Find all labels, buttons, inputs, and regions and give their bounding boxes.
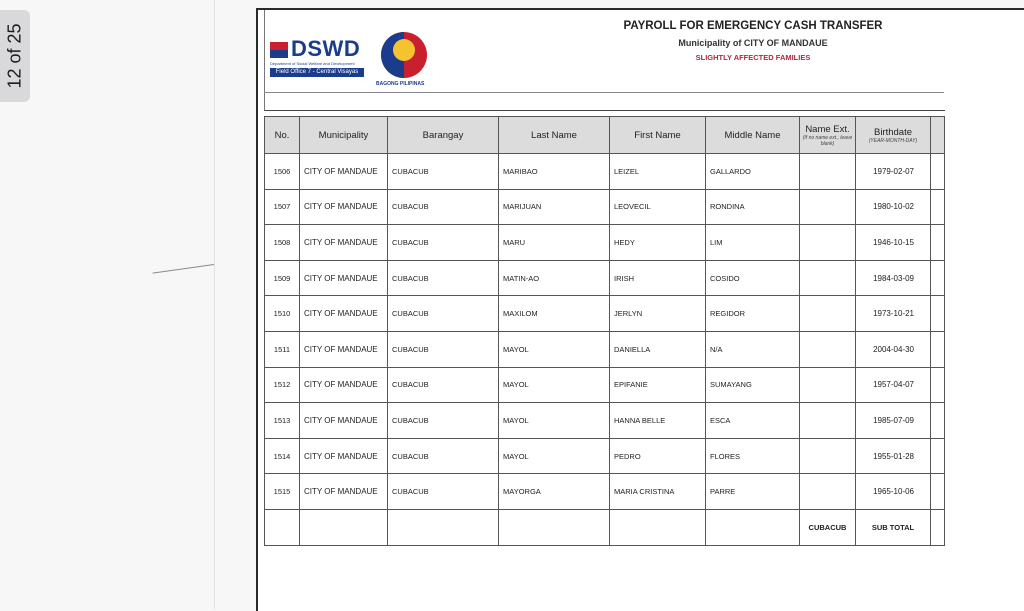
cell-no: 1509 — [265, 260, 300, 296]
cell-municipality: CITY OF MANDAUE — [300, 403, 388, 439]
cell-first-name: PEDRO — [610, 438, 706, 474]
subtotal-barangay: CUBACUB — [800, 509, 856, 545]
cell-truncated — [931, 438, 945, 474]
table-row — [265, 189, 945, 225]
cell-barangay: CUBACUB — [388, 296, 499, 332]
cell-last-name: MARU — [499, 225, 610, 261]
subtotal-row — [265, 509, 945, 545]
cell-barangay: CUBACUB — [388, 154, 499, 190]
cell-last-name: MAYORGA — [499, 474, 610, 510]
header-birthdate-note: (YEAR-MONTH-DAY) — [868, 137, 918, 144]
cell-truncated — [931, 260, 945, 296]
cell-no: 1511 — [265, 331, 300, 367]
header-middle-name: Middle Name — [706, 117, 800, 154]
cell-middle-name: REGIDOR — [706, 296, 800, 332]
cell-no: 1515 — [265, 474, 300, 510]
subtotal-empty-cell — [706, 509, 800, 545]
cell-birthdate: 1973-10-21 — [856, 296, 931, 332]
cell-first-name: LEIZEL — [610, 154, 706, 190]
cell-birthdate: 1957-04-07 — [856, 367, 931, 403]
cell-middle-name: FLORES — [706, 438, 800, 474]
cell-truncated — [931, 225, 945, 261]
header-barangay: Barangay — [388, 117, 499, 154]
cell-municipality: CITY OF MANDAUE — [300, 189, 388, 225]
cell-middle-name: N/A — [706, 331, 800, 367]
cell-municipality: CITY OF MANDAUE — [300, 296, 388, 332]
page-indicator-text: 12 of 25 — [4, 23, 25, 89]
cell-no: 1513 — [265, 403, 300, 439]
cell-last-name: MARIJUAN — [499, 189, 610, 225]
category-label: SLIGHTLY AFFECTED FAMILIES — [695, 53, 811, 62]
table-row — [265, 474, 945, 510]
subtotal-empty-cell — [499, 509, 610, 545]
cell-birthdate: 1984-03-09 — [856, 260, 931, 296]
cell-no: 1508 — [265, 225, 300, 261]
header-birthdate-label: Birthdate — [873, 126, 913, 138]
cell-name-ext — [800, 225, 856, 261]
cell-truncated — [931, 367, 945, 403]
cell-barangay: CUBACUB — [388, 225, 499, 261]
cell-truncated — [931, 189, 945, 225]
cell-no: 1506 — [265, 154, 300, 190]
cell-first-name: JERLYN — [610, 296, 706, 332]
bagong-pilipinas-label: BAGONG PILIPINAS — [376, 81, 425, 87]
cell-municipality: CITY OF MANDAUE — [300, 367, 388, 403]
cell-name-ext — [800, 331, 856, 367]
dswd-logo — [270, 38, 366, 82]
cell-barangay: CUBACUB — [388, 260, 499, 296]
cell-last-name: MATIN-AO — [499, 260, 610, 296]
cell-barangay: CUBACUB — [388, 403, 499, 439]
cell-name-ext — [800, 403, 856, 439]
cell-municipality: CITY OF MANDAUE — [300, 438, 388, 474]
dswd-field-office: Field Office 7 - Central Visayas — [270, 68, 364, 77]
cell-barangay: CUBACUB — [388, 474, 499, 510]
cell-middle-name: RONDINA — [706, 189, 800, 225]
cell-birthdate: 1980-10-02 — [856, 189, 931, 225]
cell-middle-name: ESCA — [706, 403, 800, 439]
page-indicator[interactable] — [0, 10, 30, 102]
cell-first-name: DANIELLA — [610, 331, 706, 367]
cell-middle-name: SUMAYANG — [706, 367, 800, 403]
cell-no: 1510 — [265, 296, 300, 332]
cell-birthdate: 1946-10-15 — [856, 225, 931, 261]
cell-birthdate: 1955-01-28 — [856, 438, 931, 474]
cell-truncated — [931, 403, 945, 439]
cell-birthdate: 1985-07-09 — [856, 403, 931, 439]
cell-name-ext — [800, 438, 856, 474]
cell-no: 1507 — [265, 189, 300, 225]
table-row — [265, 296, 945, 332]
header-name-ext-label: Name Ext. — [805, 123, 850, 135]
cell-last-name: MARIBAO — [499, 154, 610, 190]
table-header-row — [265, 117, 945, 154]
table-row — [265, 260, 945, 296]
cell-first-name: EPIFANIE — [610, 367, 706, 403]
cell-no: 1514 — [265, 438, 300, 474]
cell-municipality: CITY OF MANDAUE — [300, 474, 388, 510]
bagong-pilipinas-logo — [376, 24, 436, 90]
cell-truncated — [931, 331, 945, 367]
header-municipality: Municipality — [300, 117, 388, 154]
document-page — [256, 8, 1024, 611]
cell-barangay: CUBACUB — [388, 367, 499, 403]
cell-first-name: HEDY — [610, 225, 706, 261]
table-row — [265, 367, 945, 403]
cell-name-ext — [800, 296, 856, 332]
cell-name-ext — [800, 474, 856, 510]
cell-middle-name: GALLARDO — [706, 154, 800, 190]
header-last-name: Last Name — [499, 117, 610, 154]
cell-last-name: MAYOL — [499, 331, 610, 367]
page-margin-line — [214, 0, 215, 609]
dswd-emblem-icon — [270, 42, 288, 58]
cell-name-ext — [800, 189, 856, 225]
subtotal-empty-cell — [931, 509, 945, 545]
dswd-wordmark: DSWD — [291, 36, 361, 61]
header-no: No. — [265, 117, 300, 154]
municipality-line: Municipality of CITY OF MANDAUE — [678, 38, 828, 48]
table-row — [265, 331, 945, 367]
cell-middle-name: PARRE — [706, 474, 800, 510]
cell-barangay: CUBACUB — [388, 189, 499, 225]
header-name-ext-note: (If no name ext., leave blank) — [802, 134, 853, 147]
cell-name-ext — [800, 260, 856, 296]
subtotal-empty-cell — [300, 509, 388, 545]
cell-birthdate: 1979-02-07 — [856, 154, 931, 190]
payroll-rows — [265, 154, 945, 546]
header-first-name: First Name — [610, 117, 706, 154]
cell-first-name: MARIA CRISTINA — [610, 474, 706, 510]
cell-middle-name: COSIDO — [706, 260, 800, 296]
table-row — [265, 225, 945, 261]
cell-name-ext — [800, 154, 856, 190]
cell-truncated — [931, 474, 945, 510]
payroll-table — [264, 116, 945, 546]
cell-truncated — [931, 154, 945, 190]
cell-truncated — [931, 296, 945, 332]
cell-birthdate: 2004-04-30 — [856, 331, 931, 367]
cell-last-name: MAYOL — [499, 438, 610, 474]
document-title: PAYROLL FOR EMERGENCY CASH TRANSFER — [623, 20, 883, 32]
cell-first-name: IRISH — [610, 260, 706, 296]
cell-barangay: CUBACUB — [388, 438, 499, 474]
cell-barangay: CUBACUB — [388, 331, 499, 367]
cell-last-name: MAXILOM — [499, 296, 610, 332]
cell-municipality: CITY OF MANDAUE — [300, 225, 388, 261]
table-row — [265, 438, 945, 474]
cell-no: 1512 — [265, 367, 300, 403]
table-row — [265, 154, 945, 190]
cell-last-name: MAYOL — [499, 403, 610, 439]
cell-middle-name: LIM — [706, 225, 800, 261]
subtotal-empty-cell — [610, 509, 706, 545]
cell-name-ext — [800, 367, 856, 403]
cell-first-name: HANNA BELLE — [610, 403, 706, 439]
subtotal-empty-cell — [388, 509, 499, 545]
cell-birthdate: 1965-10-06 — [856, 474, 931, 510]
cell-first-name: LEOVECIL — [610, 189, 706, 225]
subtotal-label: SUB TOTAL — [856, 509, 931, 545]
dswd-department-name: Department of Social Welfare and Development — [270, 61, 355, 66]
table-row — [265, 403, 945, 439]
header-rule — [264, 92, 944, 93]
header-birthdate — [856, 117, 931, 154]
cell-municipality: CITY OF MANDAUE — [300, 331, 388, 367]
subtotal-empty-cell — [265, 509, 300, 545]
cell-municipality: CITY OF MANDAUE — [300, 260, 388, 296]
header-name-ext — [800, 117, 856, 154]
header-truncated — [931, 117, 945, 154]
cell-municipality: CITY OF MANDAUE — [300, 154, 388, 190]
bagong-pilipinas-emblem-icon — [381, 32, 427, 78]
cell-last-name: MAYOL — [499, 367, 610, 403]
